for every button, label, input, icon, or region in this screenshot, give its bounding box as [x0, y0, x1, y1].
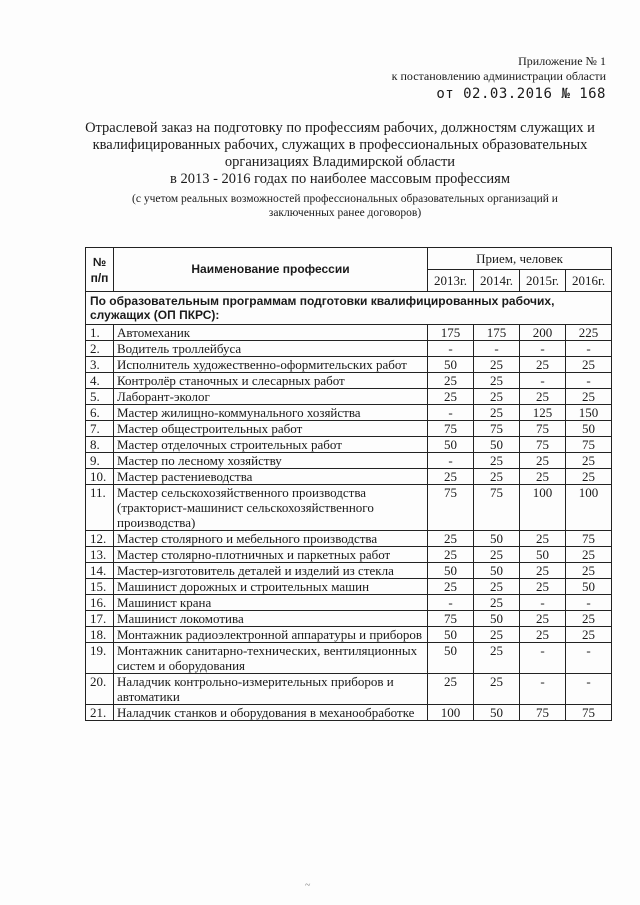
row-intake-value: - — [520, 341, 566, 357]
row-intake-value: - — [428, 405, 474, 421]
table-row — [86, 341, 612, 357]
row-number: 13. — [86, 547, 114, 563]
row-number: 15. — [86, 579, 114, 595]
row-intake-value: 75 — [428, 611, 474, 627]
table-row — [86, 531, 612, 547]
row-intake-value: 75 — [520, 437, 566, 453]
row-number: 5. — [86, 389, 114, 405]
row-profession-name: Мастер столярного и мебельного производства — [114, 531, 428, 547]
row-profession-name: Мастер жилищно-коммунального хозяйства — [114, 405, 428, 421]
row-intake-value: 25 — [474, 357, 520, 373]
row-intake-value: 100 — [428, 705, 474, 721]
row-profession-name: Контролёр станочных и слесарных работ — [114, 373, 428, 389]
row-profession-name: Машинист крана — [114, 595, 428, 611]
table-row — [86, 325, 612, 341]
title-period: в 2013 - 2016 годах по наиболее массовым профессиям — [170, 171, 510, 187]
table-row — [86, 563, 612, 579]
row-profession-name: Мастер-изготовитель деталей и изделий из стекла — [114, 563, 428, 579]
row-intake-value: 50 — [428, 643, 474, 674]
row-intake-value: 25 — [428, 547, 474, 563]
table-row — [86, 373, 612, 389]
row-number: 7. — [86, 421, 114, 437]
row-profession-name: Исполнитель художественно-оформительских работ — [114, 357, 428, 373]
row-intake-value: 75 — [428, 421, 474, 437]
table-row — [86, 705, 612, 721]
row-number: 2. — [86, 341, 114, 357]
table-row — [86, 579, 612, 595]
row-intake-value: 50 — [474, 531, 520, 547]
row-intake-value: - — [566, 674, 612, 705]
table-row — [86, 357, 612, 373]
row-intake-value: - — [520, 643, 566, 674]
row-profession-name: Машинист дорожных и строительных машин — [114, 579, 428, 595]
row-intake-value: 175 — [428, 325, 474, 341]
document-title — [60, 120, 620, 188]
row-profession-name: Мастер растениеводства — [114, 469, 428, 485]
table-row — [86, 405, 612, 421]
row-number: 9. — [86, 453, 114, 469]
row-intake-value: - — [566, 643, 612, 674]
row-intake-value: - — [428, 595, 474, 611]
row-intake-value: 75 — [474, 421, 520, 437]
row-profession-name: Лаборант-эколог — [114, 389, 428, 405]
row-intake-value: 25 — [566, 627, 612, 643]
row-intake-value: 25 — [474, 469, 520, 485]
row-intake-value: 150 — [566, 405, 612, 421]
row-intake-value: 25 — [520, 627, 566, 643]
row-number: 19. — [86, 643, 114, 674]
row-intake-value: 25 — [520, 389, 566, 405]
header-year: 2014г. — [474, 270, 520, 292]
row-profession-name: Автомеханик — [114, 325, 428, 341]
row-intake-value: 50 — [474, 705, 520, 721]
row-profession-name: Мастер общестроительных работ — [114, 421, 428, 437]
row-intake-value: 200 — [520, 325, 566, 341]
row-intake-value: 50 — [428, 357, 474, 373]
header-profession-name: Наименование профессии — [114, 248, 428, 292]
row-intake-value: - — [566, 341, 612, 357]
row-intake-value: 25 — [428, 579, 474, 595]
row-intake-value: - — [428, 453, 474, 469]
row-intake-value: 75 — [428, 485, 474, 531]
row-intake-value: 25 — [520, 611, 566, 627]
row-profession-name: Мастер отделочных строительных работ — [114, 437, 428, 453]
row-intake-value: 25 — [566, 357, 612, 373]
row-intake-value: 75 — [520, 421, 566, 437]
row-profession-name: Водитель троллейбуса — [114, 341, 428, 357]
row-profession-name: Наладчик станков и оборудования в механообработке — [114, 705, 428, 721]
row-intake-value: 75 — [566, 437, 612, 453]
row-intake-value: 25 — [566, 453, 612, 469]
appendix-title: Приложение № 1 — [518, 54, 606, 68]
row-intake-value: 25 — [474, 643, 520, 674]
row-number: 11. — [86, 485, 114, 531]
row-intake-value: - — [474, 341, 520, 357]
row-profession-name: Наладчик контрольно-измерительных приборов и автоматики — [114, 674, 428, 705]
row-number: 21. — [86, 705, 114, 721]
row-intake-value: 25 — [520, 531, 566, 547]
row-intake-value: 50 — [474, 611, 520, 627]
row-intake-value: 75 — [566, 705, 612, 721]
row-number: 14. — [86, 563, 114, 579]
row-number: 3. — [86, 357, 114, 373]
row-intake-value: 25 — [474, 547, 520, 563]
row-intake-value: 25 — [520, 357, 566, 373]
table-row — [86, 485, 612, 531]
header-intake: Прием, человек — [428, 248, 612, 270]
row-number: 12. — [86, 531, 114, 547]
row-profession-name: Мастер сельскохозяйственного производства (тракторист-машинист сельскохозяйственного производства) — [114, 485, 428, 531]
row-intake-value: 25 — [566, 469, 612, 485]
appendix-block — [392, 54, 606, 102]
table-row — [86, 643, 612, 674]
row-number: 18. — [86, 627, 114, 643]
row-intake-value: 50 — [428, 563, 474, 579]
row-intake-value: 50 — [428, 437, 474, 453]
row-intake-value: 25 — [566, 611, 612, 627]
row-intake-value: 25 — [474, 674, 520, 705]
row-intake-value: - — [566, 373, 612, 389]
title-main: Отраслевой заказ на подготовку по профессиям рабочих, должностям служащих и квалифицированных рабочих, служащих в профессиональных образовательных организациях Владимирской области — [85, 120, 595, 170]
row-intake-value: 25 — [566, 547, 612, 563]
table-row — [86, 627, 612, 643]
row-intake-value: 25 — [566, 389, 612, 405]
row-intake-value: 25 — [474, 453, 520, 469]
row-intake-value: 50 — [474, 563, 520, 579]
row-intake-value: 50 — [428, 627, 474, 643]
row-profession-name: Машинист локомотива — [114, 611, 428, 627]
row-intake-value: - — [520, 674, 566, 705]
row-intake-value: - — [520, 373, 566, 389]
row-intake-value: 25 — [428, 373, 474, 389]
header-year: 2015г. — [520, 270, 566, 292]
row-intake-value: 50 — [566, 579, 612, 595]
row-profession-name: Мастер по лесному хозяйству — [114, 453, 428, 469]
row-intake-value: 25 — [474, 405, 520, 421]
row-intake-value: 125 — [520, 405, 566, 421]
table-row — [86, 453, 612, 469]
appendix-reference: к постановлению администрации области — [391, 69, 606, 83]
row-profession-name: Мастер столярно-плотничных и паркетных работ — [114, 547, 428, 563]
row-intake-value: 25 — [474, 627, 520, 643]
table-row — [86, 547, 612, 563]
row-intake-value: 50 — [520, 547, 566, 563]
row-intake-value: 25 — [474, 579, 520, 595]
resolution-date: от 02.03.2016 № 168 — [436, 86, 606, 102]
table-row — [86, 611, 612, 627]
row-intake-value: 25 — [428, 469, 474, 485]
row-intake-value: 25 — [428, 531, 474, 547]
row-number: 8. — [86, 437, 114, 453]
row-intake-value: 25 — [520, 453, 566, 469]
row-number: 17. — [86, 611, 114, 627]
table-row — [86, 389, 612, 405]
row-number: 4. — [86, 373, 114, 389]
row-intake-value: 25 — [520, 579, 566, 595]
row-intake-value: - — [566, 595, 612, 611]
footer-mark: ~ — [305, 880, 311, 891]
professions-table — [85, 247, 612, 721]
row-intake-value: 75 — [474, 485, 520, 531]
header-number: № п/п — [86, 248, 114, 292]
row-profession-name: Монтажник санитарно-технических, вентиляционных систем и оборудования — [114, 643, 428, 674]
row-intake-value: 225 — [566, 325, 612, 341]
table-row — [86, 421, 612, 437]
row-intake-value: 25 — [520, 469, 566, 485]
row-intake-value: - — [428, 341, 474, 357]
row-intake-value: 50 — [566, 421, 612, 437]
row-profession-name: Монтажник радиоэлектронной аппаратуры и приборов — [114, 627, 428, 643]
row-number: 20. — [86, 674, 114, 705]
title-note: (с учетом реальных возможностей профессиональных образовательных организаций и заключенных ранее договоров) — [132, 193, 558, 219]
section-title: По образовательным программам подготовки квалифицированных рабочих, служащих (ОП ПКРС): — [86, 292, 612, 325]
row-intake-value: - — [520, 595, 566, 611]
row-intake-value: 25 — [520, 563, 566, 579]
row-number: 6. — [86, 405, 114, 421]
header-year: 2013г. — [428, 270, 474, 292]
row-intake-value: 100 — [566, 485, 612, 531]
row-number: 16. — [86, 595, 114, 611]
row-intake-value: 75 — [520, 705, 566, 721]
row-intake-value: 25 — [428, 389, 474, 405]
row-intake-value: 50 — [474, 437, 520, 453]
row-intake-value: 25 — [474, 389, 520, 405]
row-intake-value: 175 — [474, 325, 520, 341]
table-row — [86, 437, 612, 453]
table-row — [86, 469, 612, 485]
row-number: 10. — [86, 469, 114, 485]
row-intake-value: 75 — [566, 531, 612, 547]
row-intake-value: 25 — [474, 373, 520, 389]
row-intake-value: 25 — [474, 595, 520, 611]
row-number: 1. — [86, 325, 114, 341]
header-year: 2016г. — [566, 270, 612, 292]
row-intake-value: 25 — [566, 563, 612, 579]
table-row — [86, 674, 612, 705]
row-intake-value: 25 — [428, 674, 474, 705]
row-intake-value: 100 — [520, 485, 566, 531]
table-row — [86, 595, 612, 611]
